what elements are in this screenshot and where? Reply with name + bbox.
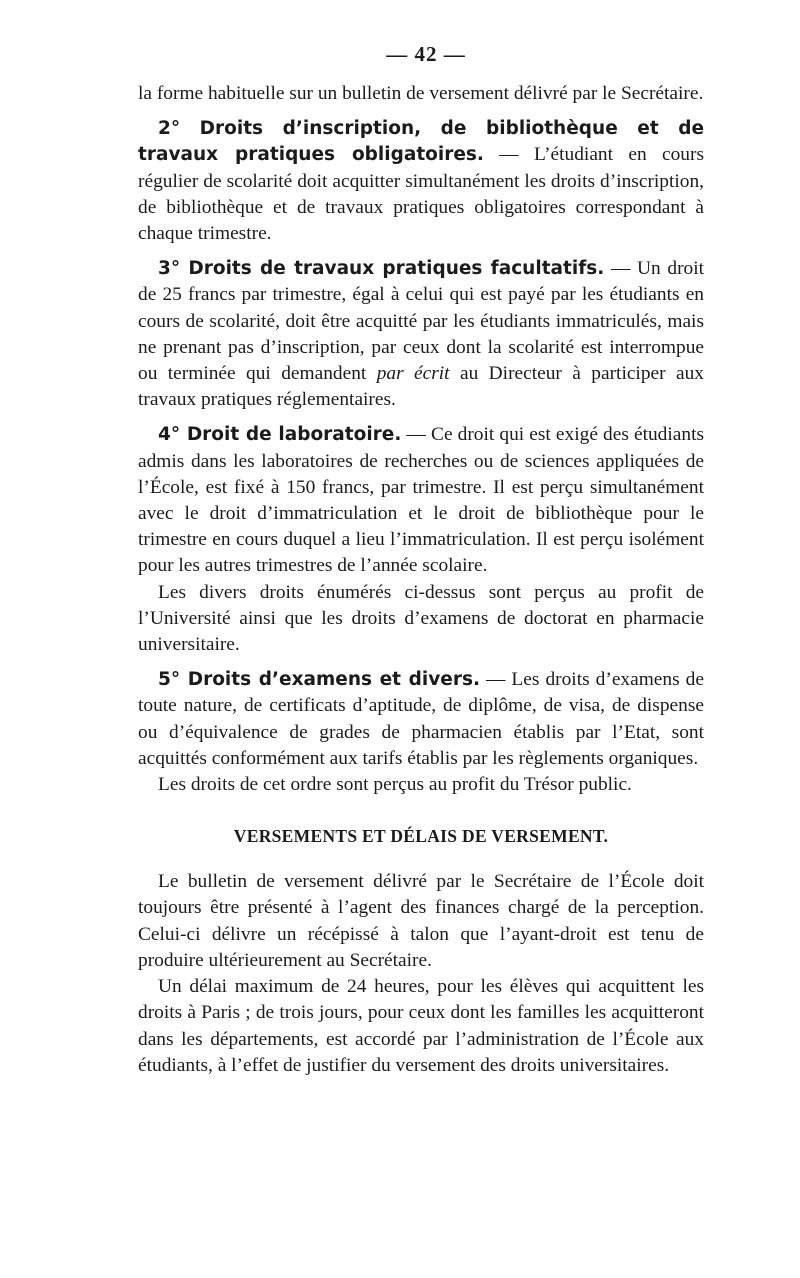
text-droit-laboratoire: — Ce droit qui est exigé des étudiants admis dans les laboratoires de recherches ou de sciences appliquées de l’École, est fixé à 150 francs, par trimestre. Il est perçu simultanément avec le droit d’immatriculation et le droit de bibliothèque pour le trimestre en cours duquel a lieu l’immatriculation. Il est perçu isolément pour les autres trimestres de l’année scolaire. — [138, 424, 705, 577]
paragraph-droit-laboratoire — [138, 422, 704, 579]
paragraph-droits-examens — [138, 667, 704, 772]
text-droits-examens: — Les droits d’examens de toute nature, de certificats d’aptitude, de diplôme, de visa, de dispense ou d’équivalence de grades de pharmacien établis par l’Etat, sont acquittés conformément aux tarifs établis par les règlements organiques. — [138, 669, 704, 769]
heading-travaux-facultatifs: 3° Droits de travaux pratiques facultatifs. — [158, 258, 605, 280]
heading-droits-examens: 5° Droits d’examens et divers. — [158, 669, 480, 691]
paragraph-droits-universite: Les divers droits énumérés ci-dessus sont perçus au profit de l’Université ainsi que les droits d’examens de doctorat en pharmacie universitaire. — [138, 581, 704, 656]
heading-droits-inscription: 2° Droits d’inscription, de bibliothèque et de travaux pratiques obligatoires. — [138, 118, 704, 166]
paragraph-travaux-facultatifs — [138, 256, 704, 413]
paragraph-delai-versement: Un délai maximum de 24 heures, pour les élèves qui acquittent les droits à Paris ; de trois jours, pour ceux dont les familles les acquitteront dans les départements, est accordé par l’administration de l’École aux étudiants, à l’effet de justifier du versement des droits universitaires. — [138, 976, 704, 1076]
paragraph-bulletin-versement: Le bulletin de versement délivré par le Secrétaire de l’École doit toujours être présenté à l’agent des finances chargé de la perception. Celui-ci délivre un récépissé à talon que l’ayant-droit est tenu de produire ultérieurement au Secrétaire. — [138, 871, 704, 971]
text-travaux-facultatifs-emphasis: par écrit — [376, 363, 450, 385]
heading-droit-laboratoire: 4° Droit de laboratoire. — [158, 424, 402, 446]
section-title-versements: VERSEMENTS ET DÉLAIS DE VERSEMENT. — [233, 826, 609, 847]
text-droits-inscription: — L’étudiant en cours régulier de scolarité doit acquitter simultanément les droits d’inscription, de bibliothèque et de travaux pratiques obligatoires correspondant à chaque trimestre. — [138, 144, 704, 245]
paragraph-tresor-public: Les droits de cet ordre sont perçus au profit du Trésor public. — [158, 774, 632, 796]
continuation-paragraph: la forme habituelle sur un bulletin de versement délivré par le Secrétaire. — [138, 83, 704, 104]
text-travaux-facultatifs-b: au Directeur à participer aux travaux pratiques réglementaires. — [138, 363, 704, 411]
text-travaux-facultatifs-a: — Un droit de 25 francs par trimestre, égal à celui qui est payé par les étudiants en cours de scolarité, doit être acquitté par les étudiants immatriculés, mais ne prenant pas d’inscription, par ceux dont la scolarité est interrompue ou terminée qui demandent — [138, 258, 704, 385]
page-number: — 42 — — [386, 42, 466, 66]
paragraph-droits-inscription — [138, 116, 704, 247]
